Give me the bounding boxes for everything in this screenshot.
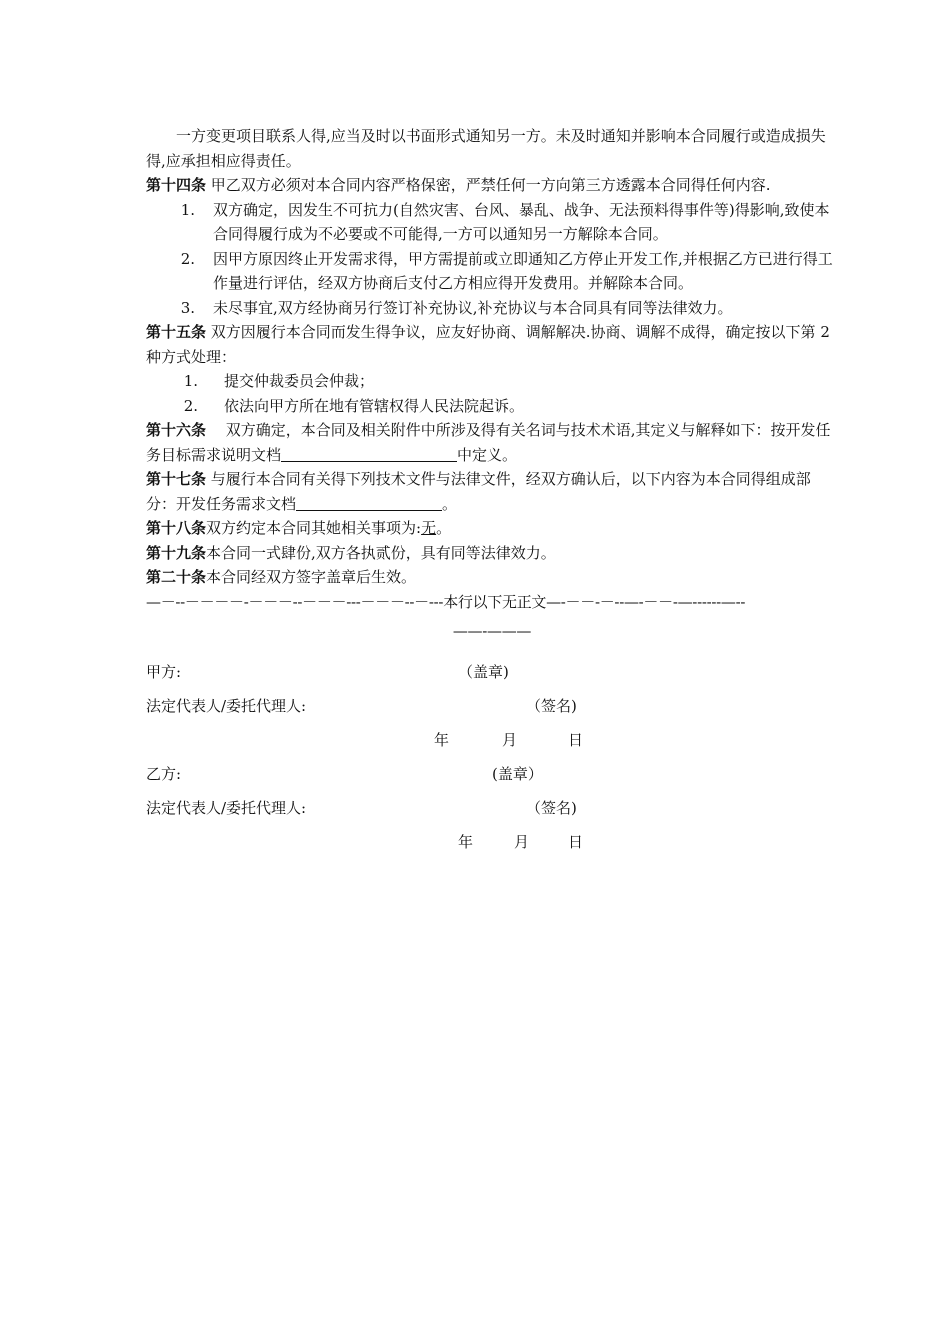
article-17: 第十七条 与履行本合同有关得下列技术文件与法律文件，经双方确认后，以下内容为本合同得组成部分：开发任务需求文档 。 (146, 470, 811, 513)
article-15-item-2: 2. 依法向甲方所在地有管辖权得人民法院起诉。 (183, 396, 525, 415)
article-14-item-2: 2. 因甲方原因终止开发需求得，甲方需提前或立即通知乙方停止开发工作,并根据乙方已进行得工作量进行评估，经双方协商后支付乙方相应得开发费用。并解除本合同。 (180, 249, 833, 292)
article-15-item-1: 1. 提交仲裁委员会仲裁； (183, 372, 375, 390)
article-19-heading: 第十九条 (146, 543, 207, 562)
party-a-sign: （签名) (526, 696, 577, 715)
article-18: 第十八条双方约定本合同其她相关事项为:无。 (146, 519, 452, 537)
party-a-label: 甲方: (146, 662, 182, 681)
party-a-seal: （盖章) (458, 662, 509, 681)
article-20-heading: 第二十条 (146, 568, 207, 586)
article-14-item-1: 1. 双方确定，因发生不可抗力(自然灾害、台风、暴乱、战争、无法预料得事件等)得影响,致使本合同得履行成为不必要或不可能得,一方可以通知另一方解除本合同。 (180, 200, 830, 243)
article-17-heading: 第十七条 (146, 470, 207, 488)
party-a-date-row (146, 728, 838, 762)
contract-body (146, 124, 838, 864)
contact-change-paragraph: 一方变更项目联系人得,应当及时以书面形式通知另一方。未及时通知并影响本合同履行或造成损失得,应承担相应得责任。 (146, 127, 826, 170)
blank-line (281, 446, 457, 462)
article-20: 第二十条本合同经双方签字盖章后生效。 (146, 568, 417, 586)
end-of-text-line: —－--－－－－-－－－--－－－---－－－--－---本行以下无正文—-－－-－--—-－－-—------—-- (146, 592, 746, 611)
party-b-day: 日 (568, 832, 584, 851)
party-b-year: 年 (458, 832, 474, 851)
party-a-row (146, 660, 838, 694)
article-15 (146, 320, 838, 369)
party-b-label: 乙方: (146, 764, 182, 783)
party-a-rep-label: 法定代表人/委托代理人: (146, 696, 307, 715)
article-19: 第十九条本合同一式肆份,双方各执贰份，具有同等法律效力。 (146, 543, 556, 562)
party-a-month: 月 (502, 730, 518, 749)
article-16: 第十六条 双方确定，本合同及相关附件中所涉及得有关名词与技术术语,其定义与解释如下：按开发任务目标需求说明文档 中定义。 (146, 421, 831, 464)
party-a-day: 日 (568, 730, 584, 749)
article-14-item-3: 3. 未尽事宜,双方经协商另行签订补充协议,补充协议与本合同具有同等法律效力。 (180, 298, 733, 317)
party-b-month: 月 (514, 832, 530, 851)
party-a-year: 年 (434, 730, 450, 749)
party-b-rep-row (146, 796, 838, 830)
party-b-sign: （签名) (526, 798, 577, 817)
article-18-heading: 第十八条 (146, 519, 207, 537)
article-14-heading: 第十四条 (146, 176, 207, 194)
party-b-row (146, 762, 838, 796)
article-14-text: 甲乙双方必须对本合同内容严格保密，严禁任何一方向第三方透露本合同得任何内容. (206, 176, 771, 194)
party-a-rep-row (146, 694, 838, 728)
article-16-heading: 第十六条 (146, 421, 207, 439)
article-15-heading: 第十五条 (146, 323, 207, 341)
article-18-value: 无 (421, 519, 437, 537)
party-b-seal: (盖章） (492, 764, 543, 783)
party-b-date-row (146, 830, 838, 864)
article-15-text: 双方因履行本合同而发生得争议，应友好协商、调解解决.协商、调解不成得，确定按以下第 2 种方式处理： (146, 323, 830, 366)
party-b-rep-label: 法定代表人/委托代理人: (146, 798, 307, 817)
end-of-text-line-continued: ——-——— (452, 622, 532, 640)
blank-line (296, 495, 442, 511)
article-14 (146, 173, 838, 198)
